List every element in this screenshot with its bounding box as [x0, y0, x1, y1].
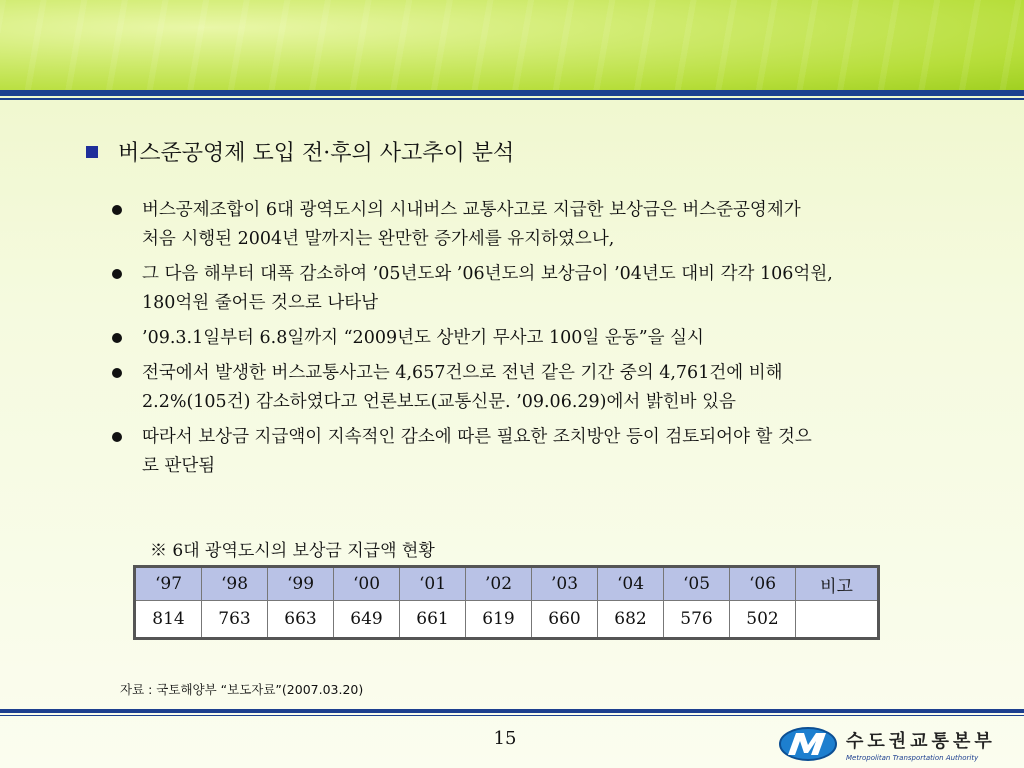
- table-row: [135, 601, 879, 639]
- bullet-text: 버스공제조합이 6대 광역도시의 시내버스 교통사고로 지급한 보상금은 버스준공영제가 처음 시행된 2004년 말까지는 완만한 증가세를 유지하였으나,: [142, 200, 801, 249]
- header-rule-thin: [0, 98, 1024, 100]
- table-cell: 576: [664, 601, 730, 639]
- table-cell: 663: [268, 601, 334, 639]
- square-bullet-icon: [86, 146, 98, 158]
- table-cell: 502: [730, 601, 796, 639]
- logo-korean-name: 수도권교통본부: [846, 730, 996, 752]
- table-caption: ※ 6대 광역도시의 보상금 지급액 현황: [150, 541, 435, 561]
- bullet-text: 따라서 보상금 지급액이 지속적인 감소에 따른 필요한 조치방안 등이 검토되어야 할 것으 로 판단됨: [142, 427, 812, 476]
- bullet-item: [112, 423, 992, 481]
- bullet-item: [112, 196, 992, 254]
- table-cell: 660: [532, 601, 598, 639]
- slide-title: [86, 136, 514, 167]
- table-header-cell: ’02: [466, 567, 532, 601]
- bullet-item: [112, 324, 992, 353]
- table-header-cell: ‘01: [400, 567, 466, 601]
- table-header-cell: ‘05: [664, 567, 730, 601]
- table-header-cell: ‘00: [334, 567, 400, 601]
- table-header-cell: ‘06: [730, 567, 796, 601]
- bullet-dot-icon: [112, 269, 122, 279]
- mta-logo-icon: [778, 725, 838, 763]
- bullet-text: 전국에서 발생한 버스교통사고는 4,657건으로 전년 같은 기간 중의 4,761건에 비해 2.2%(105건) 감소하였다고 언론보도(교통신문. ’09.06.29)에서 밝힌바 있음: [142, 363, 783, 412]
- bullet-item: [112, 359, 992, 417]
- bullet-dot-icon: [112, 205, 122, 215]
- table-header-cell: ‘97: [135, 567, 202, 601]
- table-cell: 763: [202, 601, 268, 639]
- bullet-text: 그 다음 해부터 대폭 감소하여 ’05년도와 ’06년도의 보상금이 ’04년도 대비 각각 106억원, 180억원 줄어든 것으로 나타남: [142, 264, 833, 313]
- footer-rule: [0, 709, 1024, 713]
- table-header-row: [135, 567, 879, 601]
- bullet-dot-icon: [112, 432, 122, 442]
- table-header-cell: ‘04: [598, 567, 664, 601]
- compensation-table: [133, 565, 880, 640]
- bullet-list: [112, 196, 992, 487]
- source-note: 자료 : 국토해양부 “보도자료”(2007.03.20): [120, 682, 364, 697]
- header-rule: [0, 90, 1024, 96]
- org-logo: [778, 725, 996, 763]
- table-cell: 661: [400, 601, 466, 639]
- table-cell: 814: [135, 601, 202, 639]
- bullet-text: ’09.3.1일부터 6.8일까지 “2009년도 상반기 무사고 100일 운동”을 실시: [142, 328, 704, 348]
- table-header-cell-remarks: 비고: [796, 567, 879, 601]
- header-green-band: [0, 0, 1024, 92]
- table-cell: 619: [466, 601, 532, 639]
- footer-rule-thin: [0, 715, 1024, 716]
- table-header-cell: ‘98: [202, 567, 268, 601]
- table-cell: 682: [598, 601, 664, 639]
- logo-english-name: Metropolitan Transportation Authority: [846, 753, 979, 762]
- page-number: 15: [493, 728, 517, 749]
- table-header-cell: ’03: [532, 567, 598, 601]
- bullet-dot-icon: [112, 333, 122, 343]
- slide-title-text: 버스준공영제 도입 전·후의 사고추이 분석: [118, 141, 515, 166]
- bullet-dot-icon: [112, 368, 122, 378]
- table-header-cell: ‘99: [268, 567, 334, 601]
- table-cell-remarks: [796, 601, 879, 639]
- bullet-item: [112, 260, 992, 318]
- table-cell: 649: [334, 601, 400, 639]
